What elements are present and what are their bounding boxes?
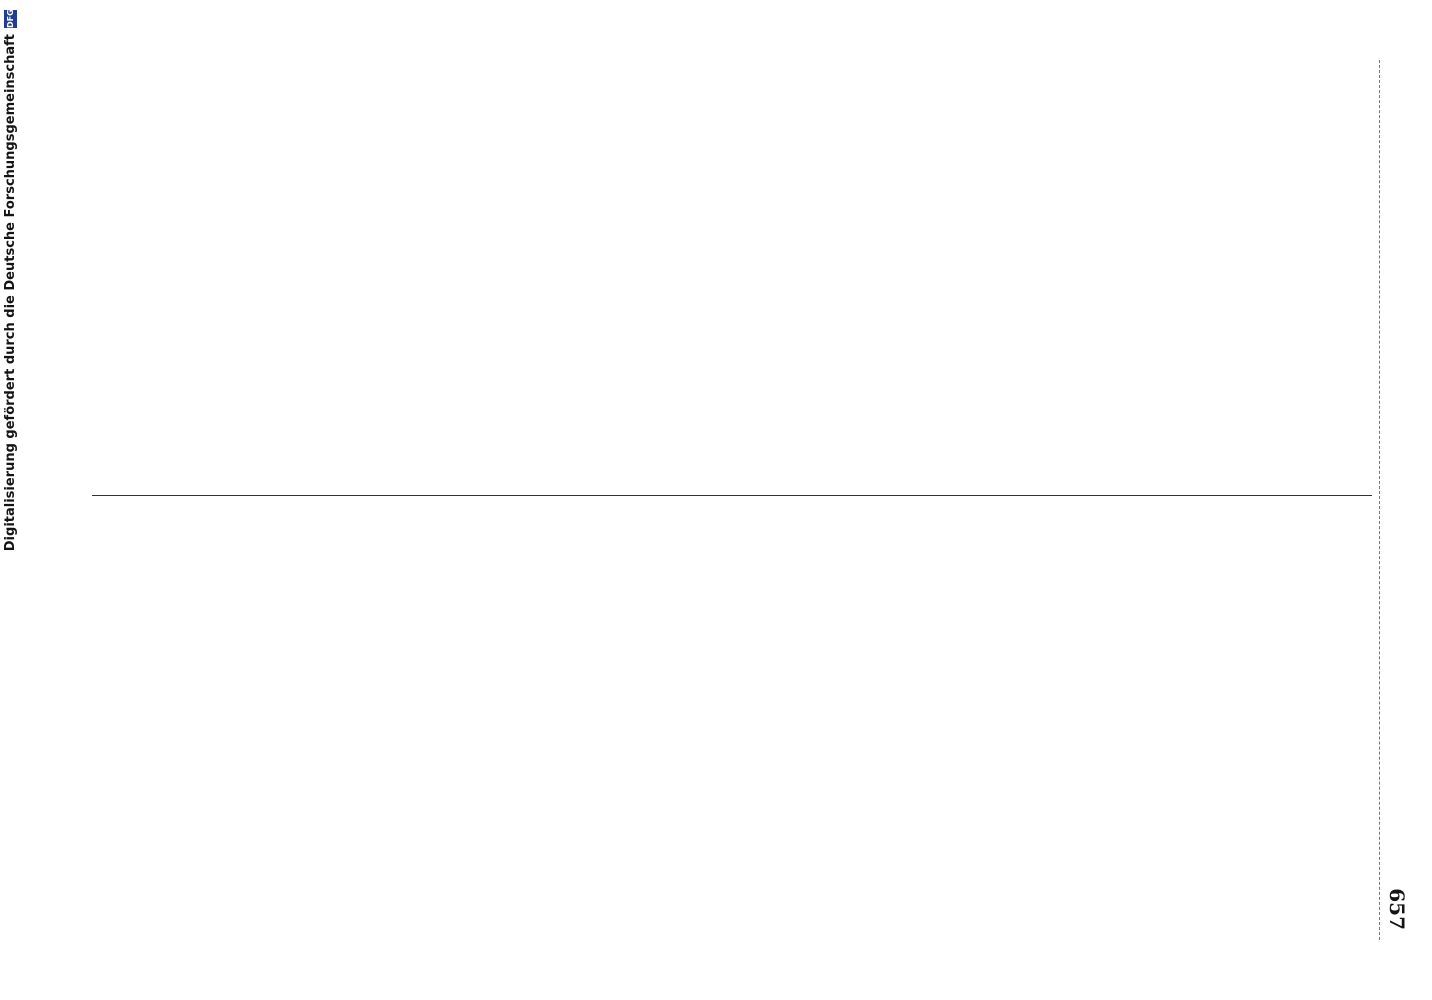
funder-notice-text: Digitalisierung gefördert durch die Deutsche Forschungsgemeinschaft bbox=[2, 34, 18, 552]
dfg-logo-icon: DFG bbox=[5, 9, 15, 28]
page-header bbox=[1382, 70, 1412, 930]
column-left bbox=[92, 40, 1362, 470]
page-number: 657 bbox=[1385, 888, 1409, 930]
funder-notice bbox=[0, 0, 20, 1000]
header-rule bbox=[1379, 60, 1380, 940]
column-divider bbox=[92, 495, 1372, 496]
column-right bbox=[92, 520, 1362, 950]
